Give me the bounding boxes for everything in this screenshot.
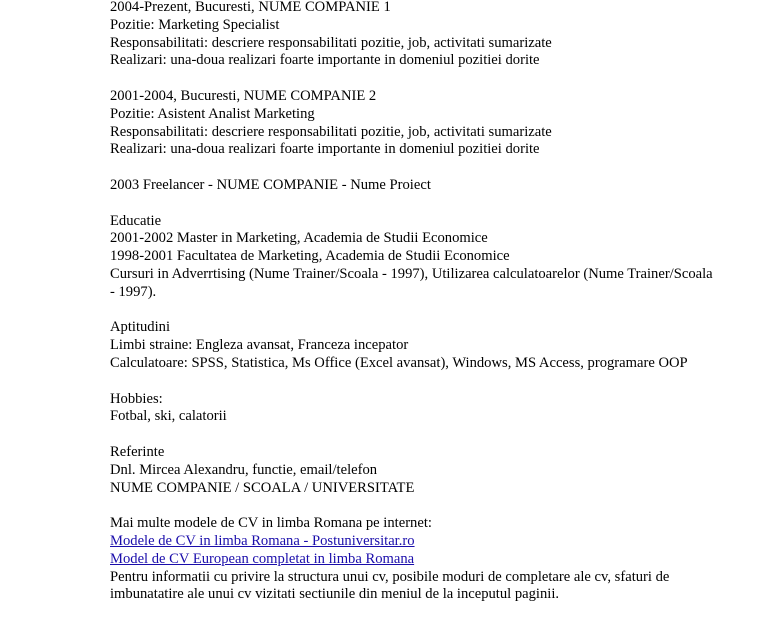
education-item: 2001-2002 Master in Marketing, Academia de Studii Economice: [110, 230, 488, 247]
spacer: [110, 373, 720, 391]
hobbies-text: Fotbal, ski, calatorii: [110, 408, 227, 425]
spacer: [110, 159, 720, 177]
experience-responsibilities: Responsabilitati: descriere responsabilitati pozitie, job, activitati sumarizate: [110, 123, 552, 140]
experience-achievements: Realizari: una-doua realizari foarte importante in domeniul pozitiei dorite: [110, 52, 540, 69]
experience-achievements: Realizari: una-doua realizari foarte importante in domeniul pozitiei dorite: [110, 141, 540, 158]
more-intro: Mai multe modele de CV in limba Romana pe internet:: [110, 515, 432, 532]
skills-section: [110, 319, 720, 372]
european-cv-link[interactable]: Model de CV European completat in limba Romana: [110, 550, 415, 567]
more-section: [110, 515, 720, 604]
education-item: 1998-2001 Facultatea de Marketing, Academia de Studii Economice: [110, 248, 510, 265]
hobbies-section: [110, 391, 720, 427]
hobbies-heading: Hobbies:: [110, 390, 163, 407]
experience-header: 2004-Prezent, Bucuresti, NUME COMPANIE 1: [110, 0, 391, 15]
spacer: [110, 70, 720, 88]
experience-position: Pozitie: Marketing Specialist: [110, 16, 280, 33]
skills-heading: Aptitudini: [110, 319, 170, 336]
references-person: Dnl. Mircea Alexandru, functie, email/telefon: [110, 461, 378, 478]
skills-computers: Calculatoare: SPSS, Statistica, Ms Office (Excel avansat), Windows, MS Access, programare OOP: [110, 354, 688, 371]
education-heading: Educatie: [110, 212, 162, 229]
experience-position: Pozitie: Asistent Analist Marketing: [110, 105, 315, 122]
cv-models-link[interactable]: Modele de CV in limba Romana - Postuniversitar.ro: [110, 532, 415, 549]
freelance-entry: 2003 Freelancer - NUME COMPANIE - Nume Proiect: [110, 176, 431, 193]
references-organization: NUME COMPANIE / SCOALA / UNIVERSITATE: [110, 479, 415, 496]
skills-languages: Limbi straine: Engleza avansat, Franceza incepator: [110, 337, 409, 354]
experience-responsibilities: Responsabilitati: descriere responsabilitati pozitie, job, activitati sumarizate: [110, 34, 552, 51]
spacer: [110, 497, 720, 515]
experience-entry-2: [110, 88, 720, 159]
spacer: [110, 426, 720, 444]
experience-entry-1: [110, 0, 720, 70]
experience-header: 2001-2004, Bucuresti, NUME COMPANIE 2: [110, 87, 377, 104]
education-item: Cursuri in Adverrtising (Nume Trainer/Scoala - 1997), Utilizarea calculatoarelor (Nume Trainer/Scoala - 1997).: [110, 265, 713, 300]
cv-document: [110, 0, 720, 604]
more-info: Pentru informatii cu privire la structura unui cv, posibile moduri de completare ale cv, sfaturi de imbunatatire ale unui cv vizitati sectiunile din meniul de la inceputul paginii.: [110, 568, 670, 603]
spacer: [110, 302, 720, 320]
references-heading: Referinte: [110, 443, 165, 460]
spacer: [110, 195, 720, 213]
references-section: [110, 444, 720, 497]
education-section: [110, 213, 720, 302]
